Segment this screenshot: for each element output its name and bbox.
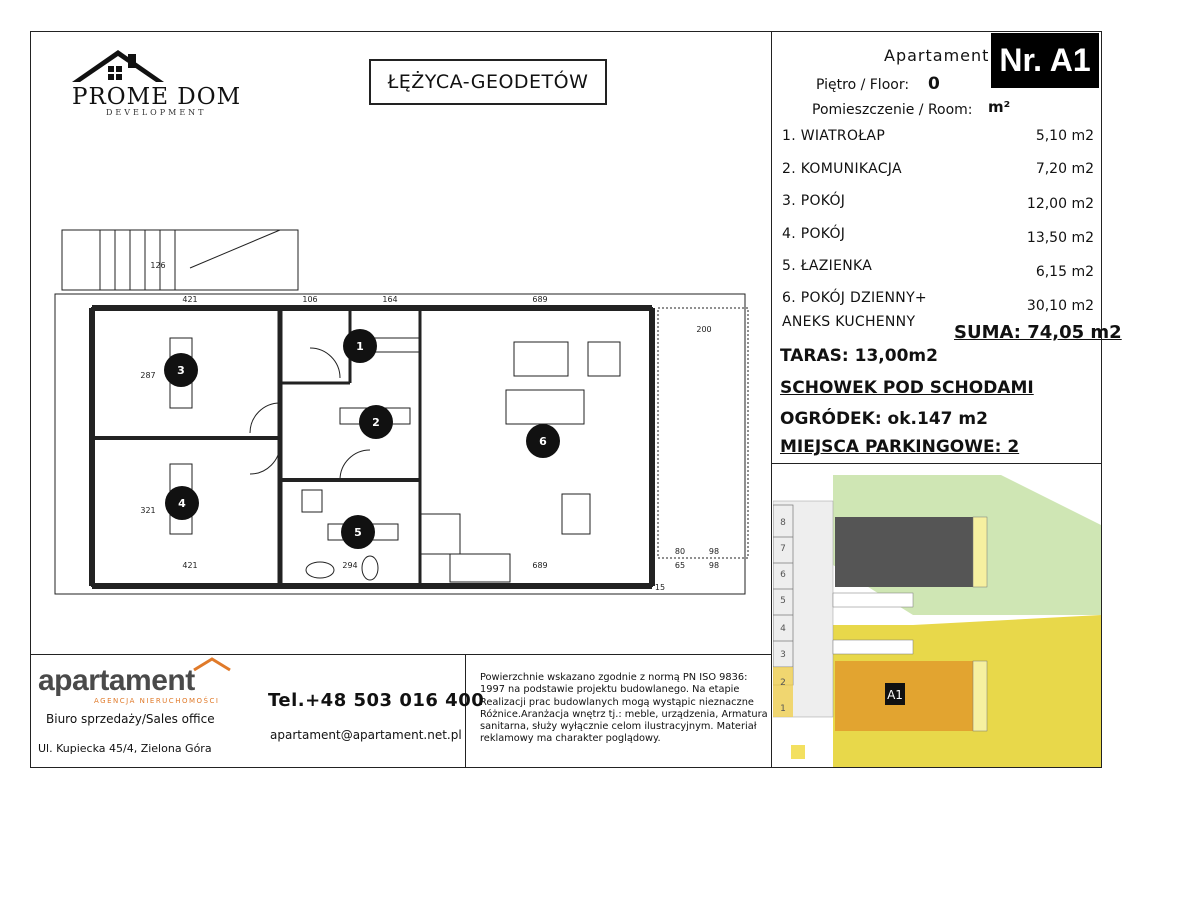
siteplan-divider bbox=[772, 463, 1102, 464]
room-name: 3. POKÓJ bbox=[782, 193, 846, 209]
dim-b2: 98 bbox=[708, 547, 720, 556]
dim-top-mid2: 164 bbox=[382, 295, 398, 304]
floor-label: Piętro / Floor: bbox=[816, 77, 910, 93]
agency-email[interactable]: apartament@apartament.net.pl bbox=[270, 728, 462, 742]
room-name: 1. WIATROŁAP bbox=[782, 128, 886, 144]
floor-value: 0 bbox=[928, 74, 940, 94]
agency-logo-name: apartament bbox=[38, 664, 195, 697]
dim-stair: 126 bbox=[150, 261, 166, 270]
parking-number: 5 bbox=[780, 596, 786, 606]
dim-left-h2: 321 bbox=[140, 506, 156, 515]
dim-b4: 65 bbox=[674, 561, 686, 570]
unit-a1-label: A1 bbox=[887, 688, 903, 702]
agency-subtitle: AGENCJA NIERUCHOMOŚCI bbox=[94, 697, 220, 705]
apartment-number-badge: Nr. A1 bbox=[991, 33, 1099, 88]
room-marker-5-label: 5 bbox=[354, 526, 362, 539]
parking-number: 2 bbox=[780, 678, 786, 688]
agency-phone[interactable]: Tel.+48 503 016 400 bbox=[268, 690, 485, 711]
terrace-area-text: TARAS: 13,00m2 bbox=[780, 346, 938, 366]
dim-b1: 80 bbox=[674, 547, 686, 556]
room-name: 6. POKÓJ DZIENNY+ bbox=[782, 290, 927, 306]
developer-logo-sub: DEVELOPMENT bbox=[106, 108, 207, 117]
room-name-line2: ANEKS KUCHENNY bbox=[782, 314, 916, 330]
dim-top-mid: 106 bbox=[302, 295, 318, 304]
room-name: 2. KOMUNIKACJA bbox=[782, 161, 902, 177]
room-unit: m² bbox=[988, 98, 1011, 116]
dim-b5: 15 bbox=[654, 583, 666, 592]
room-label: Pomieszczenie / Room: bbox=[812, 102, 973, 118]
dim-bottom-mid: 294 bbox=[342, 561, 358, 570]
agency-address: Ul. Kupiecka 45/4, Zielona Góra bbox=[38, 742, 212, 755]
sofa-chair bbox=[514, 342, 568, 376]
dim-top-left: 421 bbox=[182, 295, 198, 304]
apartment-label: Apartament bbox=[884, 46, 990, 65]
house-roof-icon bbox=[70, 48, 166, 88]
stair-area bbox=[62, 230, 298, 290]
garden-text: OGRÓDEK: ok.147 m2 bbox=[780, 409, 988, 429]
dim-terrace-width: 200 bbox=[696, 325, 712, 334]
dim-bottom-left: 421 bbox=[182, 561, 198, 570]
building-upper bbox=[835, 517, 975, 587]
room-area: 6,15 m2 bbox=[1035, 264, 1094, 280]
disclaimer: Powierzchnie wskazano zgodnie z normą PN ISO 9836: 1997 na podstawie projektu budowlanego. Na etapie Realizacji prac budowlanych mogą wystąpic nieznaczne Różnice.Aranżacja wnętrz tj.: meble, urządzenia, Armatura sanitarna, służy wyłącznie celom ilustracyjnym. Materiał reklamowy ma charakter poglądowy. bbox=[480, 672, 768, 745]
footer-divider bbox=[30, 654, 772, 655]
site-plan bbox=[773, 465, 1101, 767]
parking-number: 6 bbox=[780, 570, 786, 580]
room-area: 30,10 m2 bbox=[1026, 298, 1094, 314]
parking-number: 7 bbox=[780, 544, 786, 554]
room-area: 5,10 m2 bbox=[1035, 128, 1094, 144]
room-name: 4. POKÓJ bbox=[782, 226, 846, 242]
dim-bottom-right: 689 bbox=[532, 561, 548, 570]
room-marker-2-label: 2 bbox=[372, 416, 380, 429]
room-area: 12,00 m2 bbox=[1026, 196, 1094, 212]
room-area: 13,50 m2 bbox=[1026, 230, 1094, 246]
developer-logo-name: PROME DOM bbox=[72, 84, 242, 110]
room-area: 7,20 m2 bbox=[1035, 161, 1094, 177]
location-title: ŁĘŻYCA-GEODETÓW bbox=[369, 59, 607, 105]
room-marker-1-label: 1 bbox=[356, 340, 364, 353]
parking-number: 3 bbox=[780, 650, 786, 660]
parking-number: 8 bbox=[780, 518, 786, 528]
room-marker-3-label: 3 bbox=[177, 364, 185, 377]
apartment-outline bbox=[55, 294, 745, 594]
room-name: 5. ŁAZIENKA bbox=[782, 258, 873, 274]
room-marker-4-label: 4 bbox=[178, 497, 186, 510]
dim-left-h1: 287 bbox=[140, 371, 156, 380]
terrace-area bbox=[658, 308, 748, 558]
sales-office: Biuro sprzedaży/Sales office bbox=[46, 712, 215, 726]
parking-number: 1 bbox=[780, 704, 786, 714]
agency-roof-icon bbox=[192, 656, 232, 672]
dim-top-right: 689 bbox=[532, 295, 548, 304]
panel-divider bbox=[771, 31, 772, 768]
room-marker-6-label: 6 bbox=[539, 435, 547, 448]
parking-number: 4 bbox=[780, 624, 786, 634]
storage-text: SCHOWEK POD SCHODAMI bbox=[780, 378, 1034, 398]
parking-text: MIEJSCA PARKINGOWE: 2 bbox=[780, 437, 1020, 457]
footer-divider-2 bbox=[465, 654, 466, 768]
total-area: SUMA: 74,05 m2 bbox=[954, 322, 1122, 343]
floor-plan bbox=[40, 218, 760, 608]
dim-b3: 98 bbox=[708, 561, 720, 570]
